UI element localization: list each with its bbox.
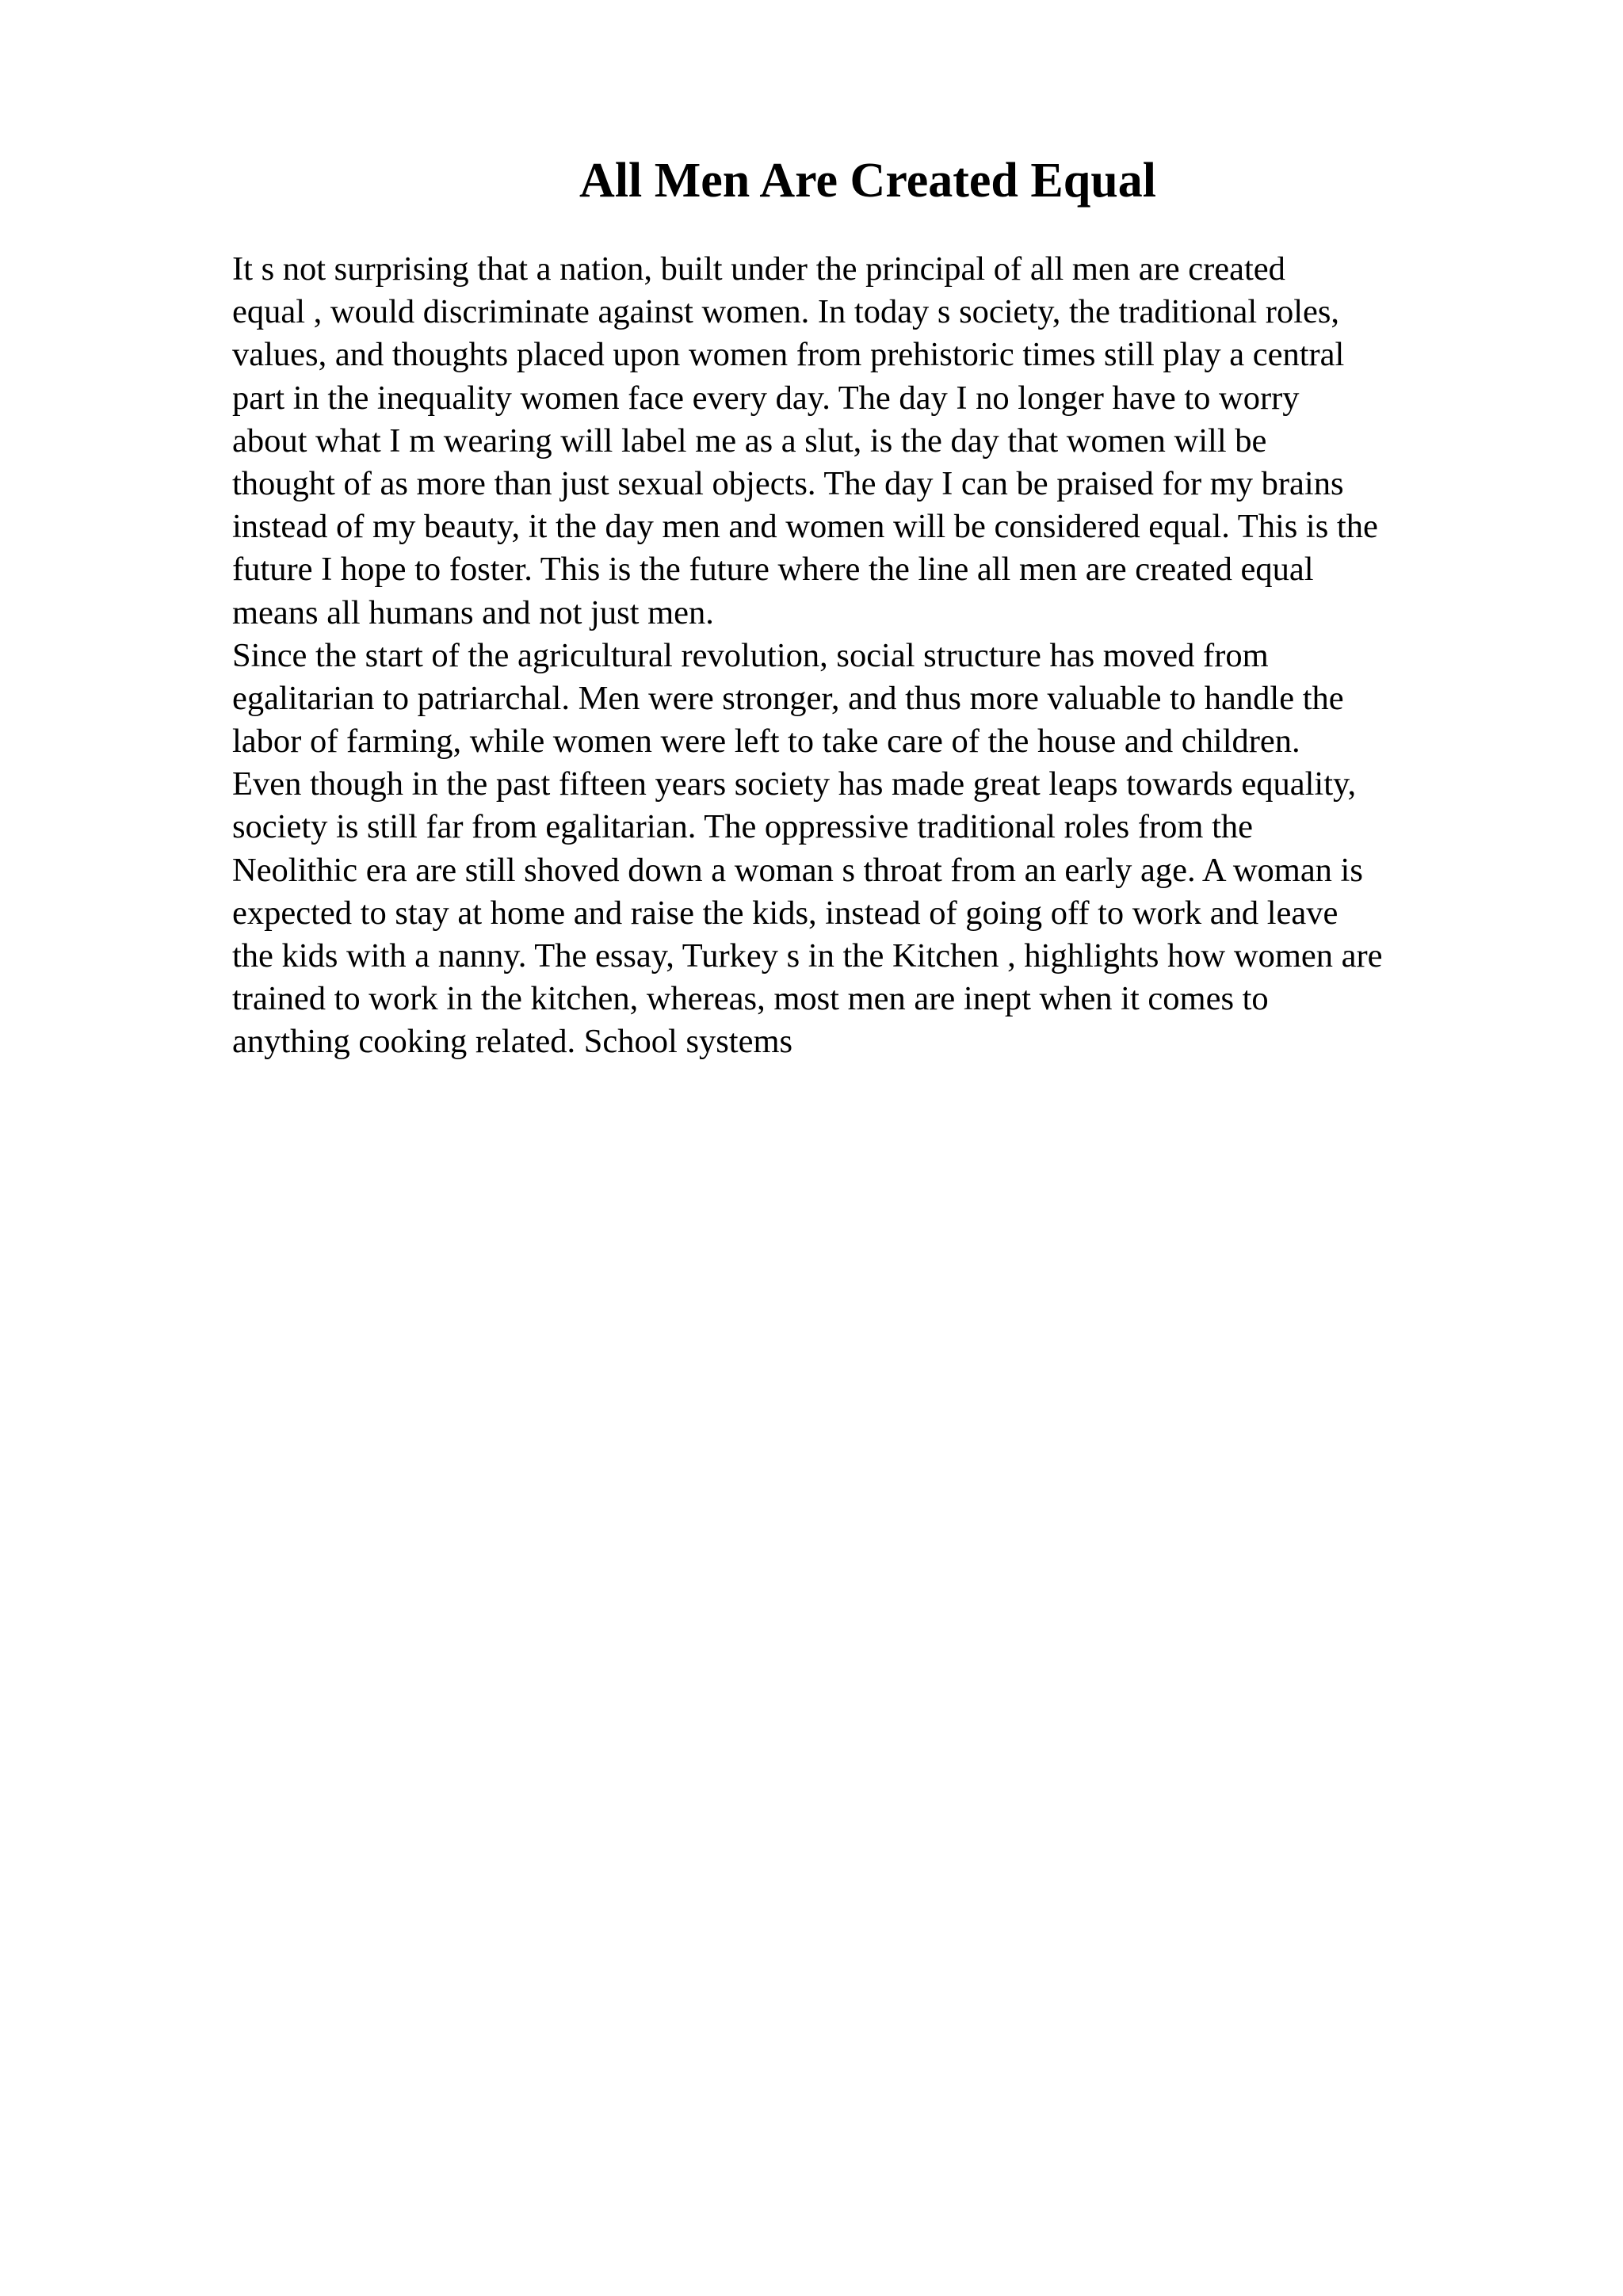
text-line: values, and thoughts placed upon women from prehistoric times still play a central bbox=[232, 336, 1345, 374]
text-line: Since the start of the agricultural revolution, social structure has moved from bbox=[232, 636, 1269, 674]
text-line: Even though in the past fifteen years society has made great leaps towards equality, bbox=[232, 765, 1357, 803]
document-title: All Men Are Created Equal bbox=[579, 154, 1156, 208]
text-line: It s not surprising that a nation, built under the principal of all men are created bbox=[232, 250, 1285, 288]
text-line: egalitarian to patriarchal. Men were stronger, and thus more valuable to handle the bbox=[232, 679, 1344, 717]
document-body bbox=[232, 248, 1595, 1064]
text-line: about what I m wearing will label me as a slut, is the day that women will be bbox=[232, 421, 1267, 460]
text-line: future I hope to foster. This is the future where the line all men are created equal bbox=[232, 551, 1314, 589]
text-line: the kids with a nanny. The essay, Turkey s in the Kitchen , highlights how women are bbox=[232, 937, 1383, 974]
text-line: means all humans and not just men. bbox=[232, 593, 714, 631]
text-line: society is still far from egalitarian. The oppressive traditional roles from the bbox=[232, 808, 1254, 846]
text-line: Neolithic era are still shoved down a woman s throat from an early age. A woman is bbox=[232, 851, 1363, 889]
text-line: instead of my beauty, it the day men and women will be considered equal. This is the bbox=[232, 508, 1378, 546]
text-line: equal , would discriminate against women. In today s society, the traditional roles, bbox=[232, 293, 1340, 331]
text-line: trained to work in the kitchen, whereas, most men are inept when it comes to bbox=[232, 980, 1269, 1018]
text-line: labor of farming, while women were left to take care of the house and children. bbox=[232, 723, 1300, 761]
text-line: part in the inequality women face every day. The day I no longer have to worry bbox=[232, 379, 1300, 417]
text-line: expected to stay at home and raise the kids, instead of going off to work and leave bbox=[232, 894, 1338, 932]
text-line: thought of as more than just sexual objects. The day I can be praised for my brains bbox=[232, 464, 1344, 502]
text-line: anything cooking related. School systems bbox=[232, 1023, 793, 1061]
